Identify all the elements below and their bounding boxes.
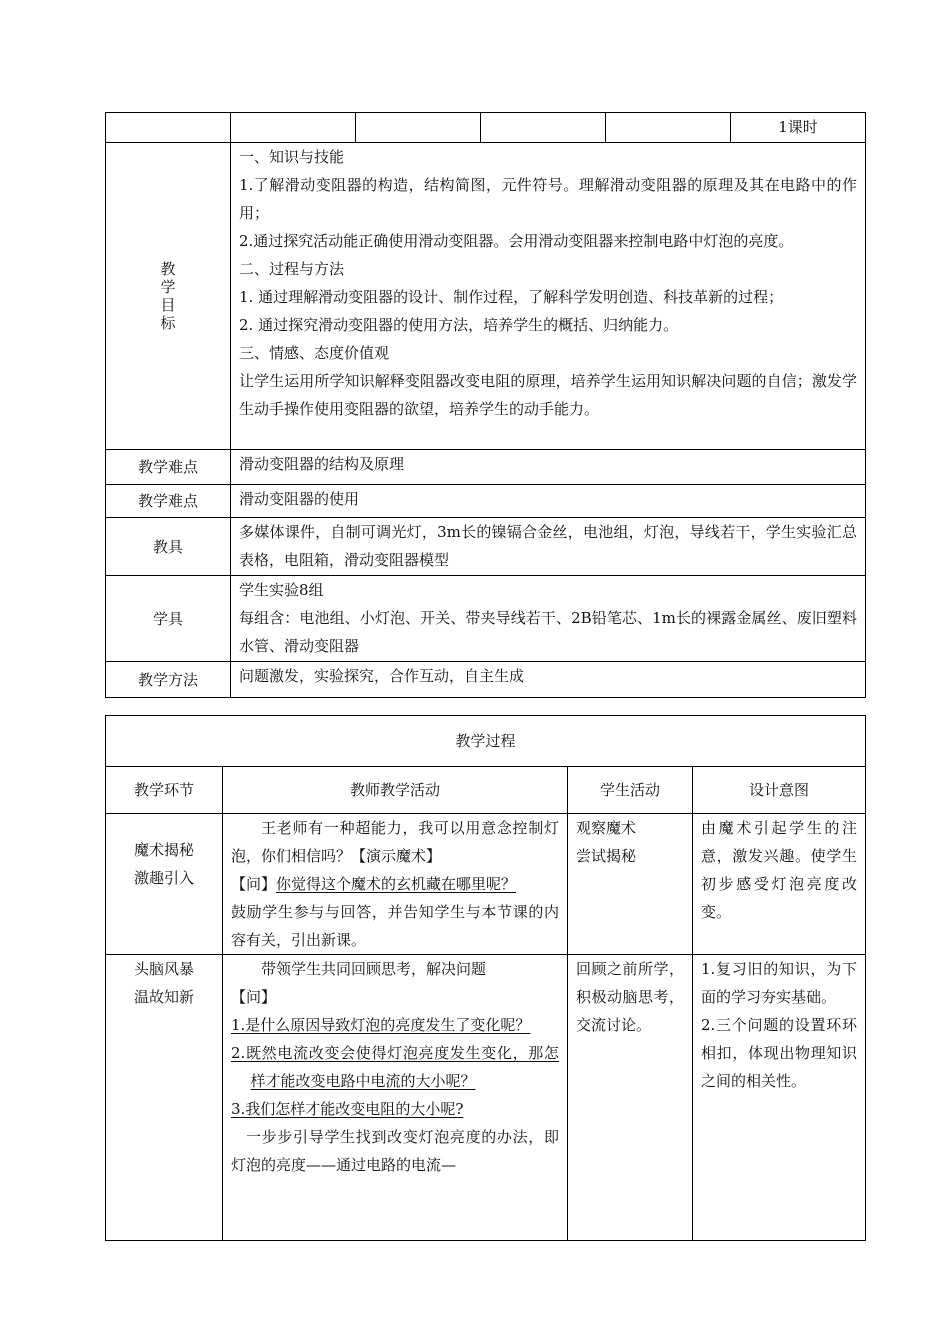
column-header: 设计意图 xyxy=(693,767,866,814)
goals-line: 1.了解滑动变阻器的构造，结构简图，元件符号。理解滑动变阻器的原理及其在电路中的作用； xyxy=(239,176,857,222)
row-label: 教学难点 xyxy=(106,450,231,485)
info-row xyxy=(106,450,866,485)
stage-line: 激趣引入 xyxy=(133,869,194,887)
question-item: 2.既然电流改变会使得灯泡亮度发生变化，那怎样才能改变电路中电流的大小呢？ xyxy=(231,1044,559,1090)
intent-line: 2.三个问题的设置环环相扣，体现出物理知识之间的相关性。 xyxy=(701,1016,858,1090)
stage-line: 头脑风暴 xyxy=(133,960,194,978)
goals-line: 三、情感、态度价值观 xyxy=(239,344,390,362)
intent-line: 1.复习旧的知识，为下面的学习夯实基础。 xyxy=(701,960,858,1006)
teacher-question: 你觉得这个魔术的玄机藏在哪里呢？ xyxy=(276,875,517,893)
intent-cell: 由魔术引起学生的注意，激发兴趣。使学生初步感受灯泡亮度改变。 xyxy=(693,814,866,955)
row-label: 教具 xyxy=(106,518,231,576)
header-cell xyxy=(106,113,231,143)
row-content xyxy=(231,576,866,662)
row-line: 每组含：电池组、小灯泡、开关、带夹导线若干、2B铅笔芯、1m长的裸露金属丝、废旧塑料水管、滑动变阻器 xyxy=(239,609,857,655)
row-content: 问题激发，实验探究，合作互动，自主生成 xyxy=(231,662,866,698)
header-cell xyxy=(481,113,606,143)
goals-line: 2. 通过探究滑动变阻器的使用方法，培养学生的概括、归纳能力。 xyxy=(239,316,679,334)
row-content: 多媒体课件，自制可调光灯，3m长的镍镉合金丝，电池组，灯泡，导线若干，学生实验汇总表格，电阻箱，滑动变阻器模型 xyxy=(231,518,866,576)
column-header: 学生活动 xyxy=(568,767,693,814)
goals-label-cell xyxy=(106,143,231,450)
teacher-intro: 王老师有一种超能力，我可以用意念控制灯泡，你们相信吗？【演示魔术】 xyxy=(231,819,559,865)
question-item: 1.是什么原因导致灯泡的亮度发生了变化呢？ xyxy=(231,1016,531,1034)
teacher-cell xyxy=(223,814,568,955)
row-label: 教学方法 xyxy=(106,662,231,698)
goals-label: 教学目标 xyxy=(160,260,176,332)
teacher-rest: 鼓励学生参与与回答，并告知学生与本节课的内容有关，引出新课。 xyxy=(231,903,559,949)
column-header: 教学环节 xyxy=(106,767,223,814)
teacher-rest: 一步步引导学生找到改变灯泡亮度的办法，即灯泡的亮度——通过电路的电流— xyxy=(231,1128,559,1174)
row-line: 学生实验8组 xyxy=(239,581,324,599)
stage-line: 温故知新 xyxy=(133,988,194,1006)
table-row xyxy=(106,955,866,1241)
goals-line: 一、知识与技能 xyxy=(239,148,345,166)
goals-line: 2.通过探究活动能正确使用滑动变阻器。会用滑动变阻器来控制电路中灯泡的亮度。 xyxy=(239,232,794,250)
header-cell xyxy=(606,113,731,143)
student-line: 观察魔术 xyxy=(576,819,637,837)
info-row xyxy=(106,662,866,698)
student-line: 尝试揭秘 xyxy=(576,847,637,865)
goals-line: 二、过程与方法 xyxy=(239,260,345,278)
header-cell xyxy=(356,113,481,143)
student-cell xyxy=(568,814,693,955)
teacher-intro: 带领学生共同回顾思考，解决问题 xyxy=(261,960,487,978)
row-content: 滑动变阻器的结构及原理 xyxy=(231,450,866,485)
info-row xyxy=(106,518,866,576)
question-label: 【问】 xyxy=(231,988,277,1006)
process-title-row xyxy=(106,716,866,767)
info-row xyxy=(106,576,866,662)
process-table xyxy=(105,715,866,1241)
header-cell xyxy=(231,113,356,143)
process-header-row xyxy=(106,767,866,814)
goals-content-cell xyxy=(231,143,866,450)
row-content: 滑动变阻器的使用 xyxy=(231,485,866,518)
goals-line: 让学生运用所学知识解释变阻器改变电阻的原理，培养学生运用知识解决问题的自信；激发学生动手操作使用变阻器的欲望，培养学生的动手能力。 xyxy=(239,372,857,418)
column-header: 教师教学活动 xyxy=(223,767,568,814)
question-label: 【问】 xyxy=(231,875,277,893)
goals-row xyxy=(106,143,866,450)
class-hours-cell: 1课时 xyxy=(731,113,866,143)
info-row xyxy=(106,485,866,518)
row-label: 教学难点 xyxy=(106,485,231,518)
intent-cell xyxy=(693,955,866,1241)
student-cell: 回顾之前所学，积极动脑思考，交流讨论。 xyxy=(568,955,693,1241)
row-label: 学具 xyxy=(106,576,231,662)
goals-line: 1. 通过理解滑动变阻器的设计、制作过程，了解科学发明创造、科技革新的过程； xyxy=(239,288,784,306)
stage-cell xyxy=(106,955,223,1241)
table-row xyxy=(106,814,866,955)
teacher-cell xyxy=(223,955,568,1241)
teacher-question-line xyxy=(231,870,559,898)
lesson-info-table xyxy=(105,112,866,698)
stage-line: 魔术揭秘 xyxy=(133,841,194,859)
question-item: 3.我们怎样才能改变电阻的大小呢? xyxy=(231,1100,464,1118)
stage-cell xyxy=(106,814,223,955)
header-row xyxy=(106,113,866,143)
process-title: 教学过程 xyxy=(106,716,866,767)
